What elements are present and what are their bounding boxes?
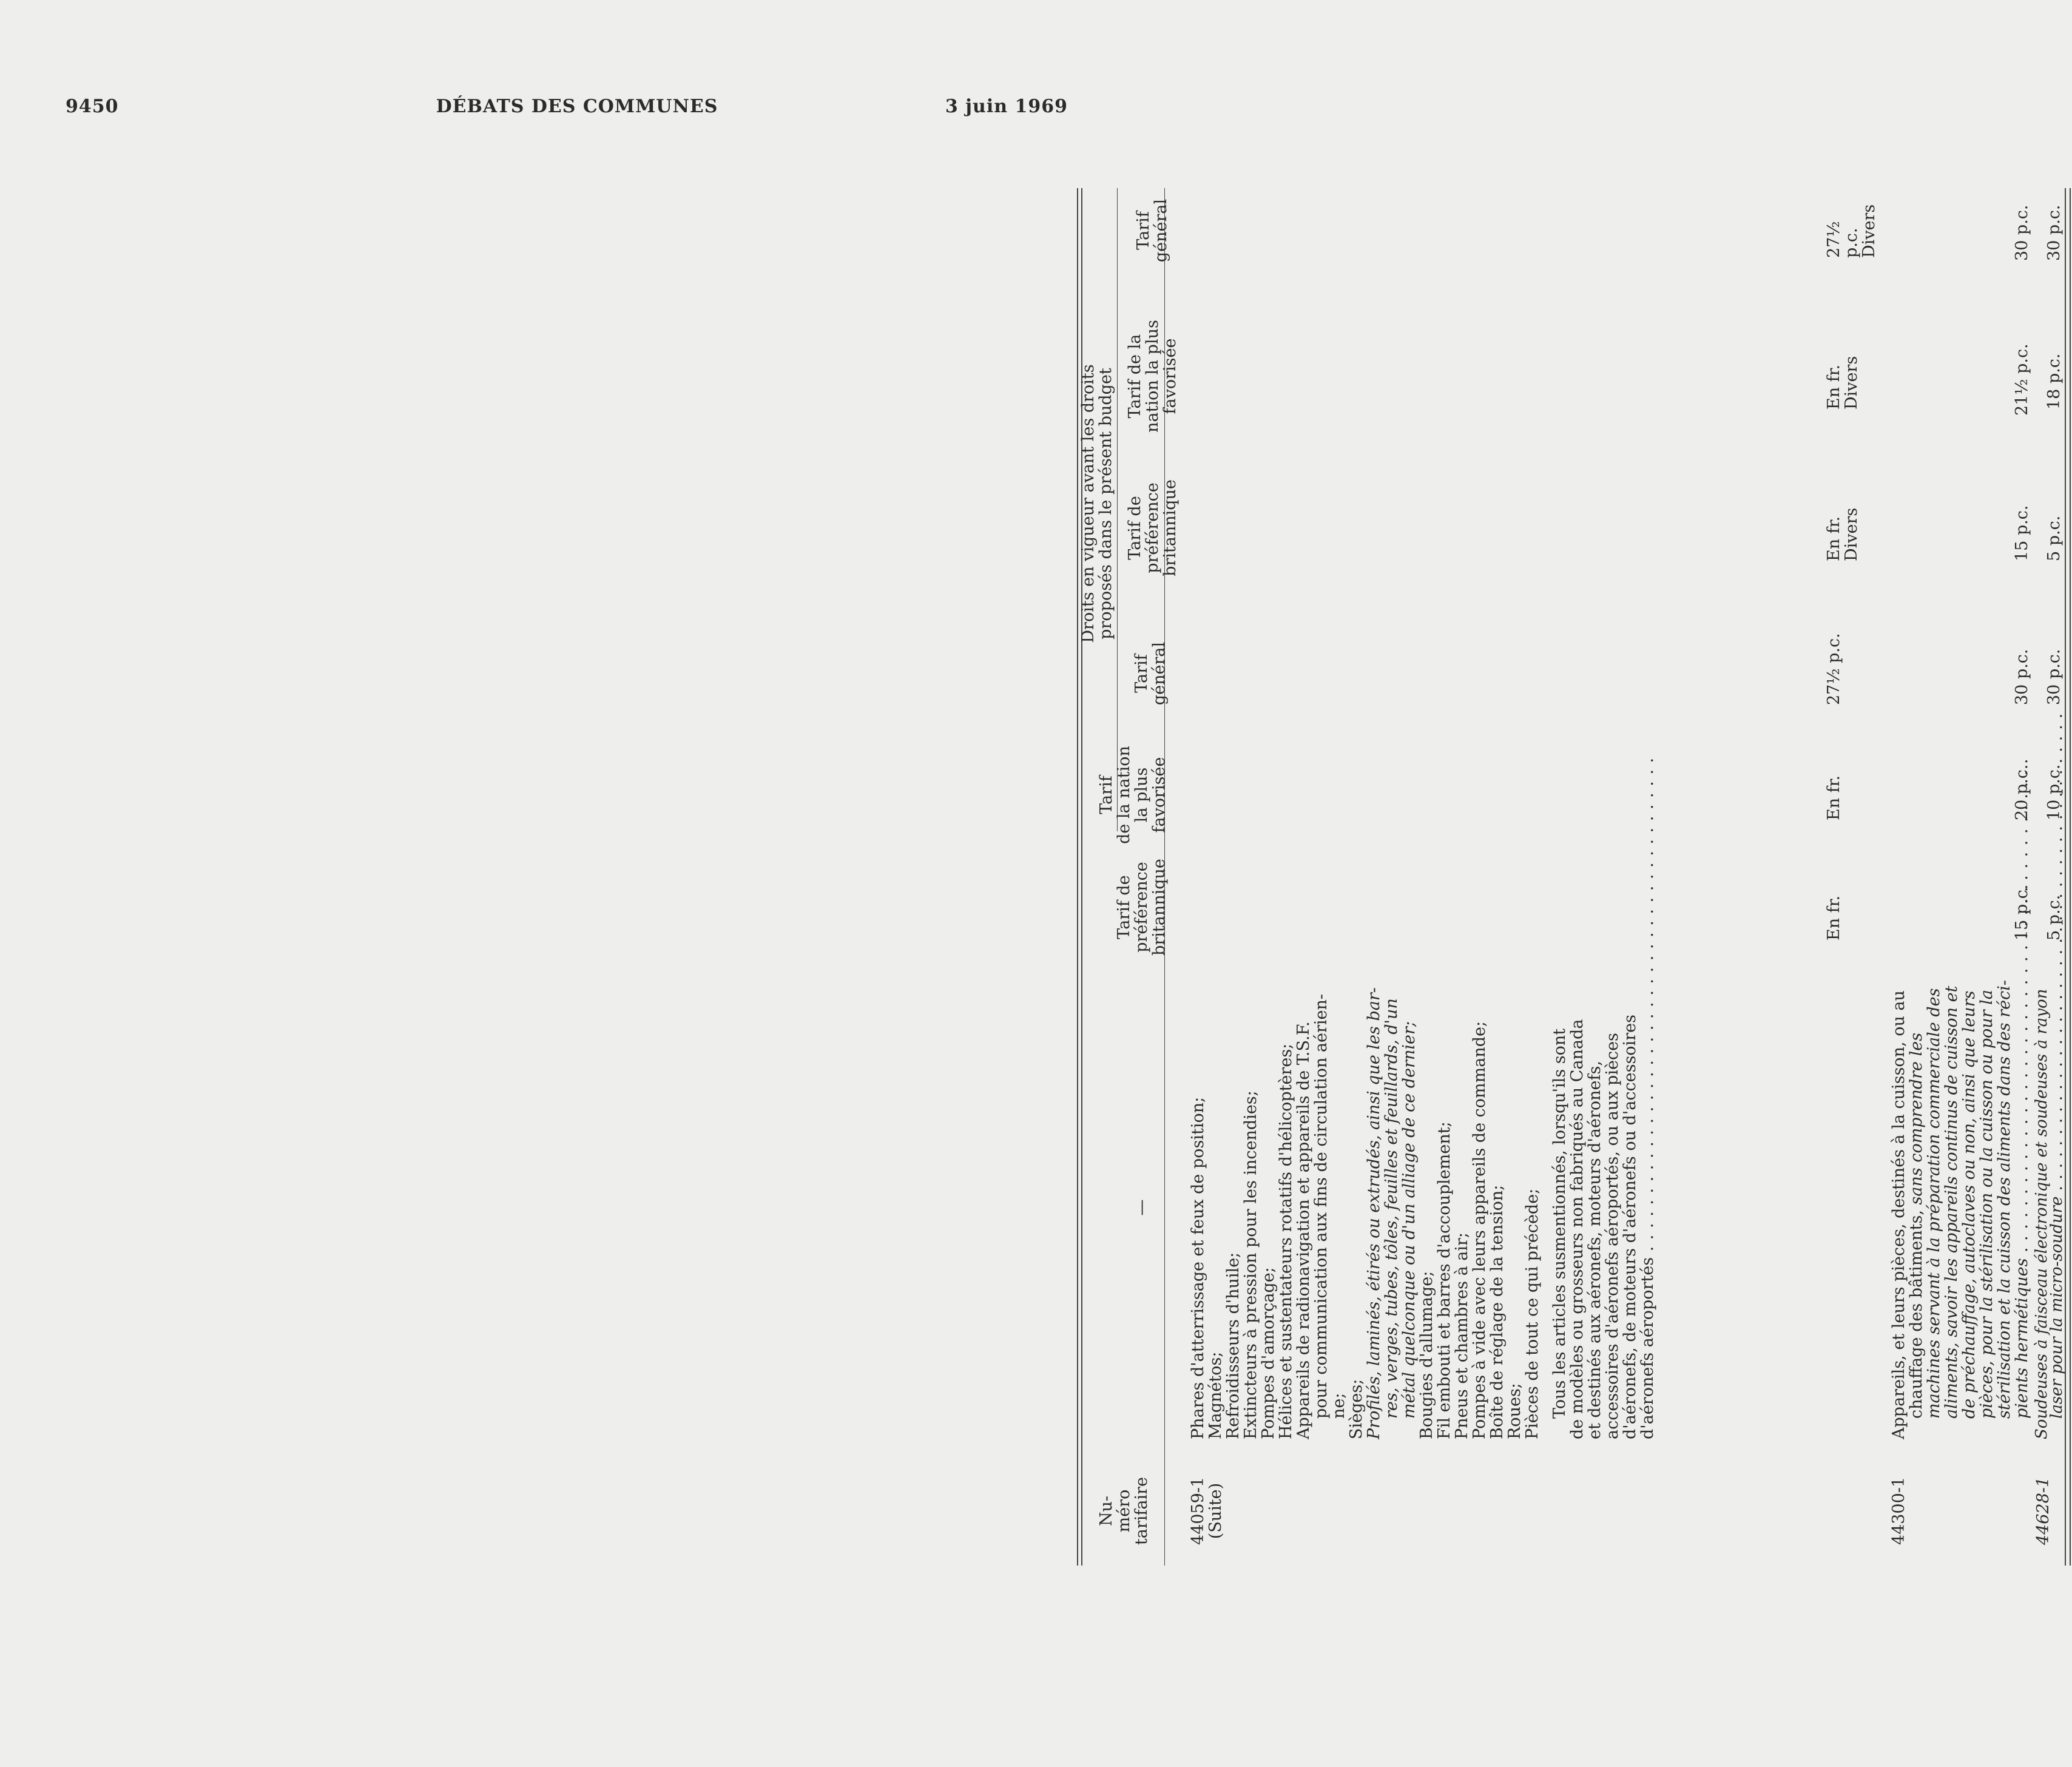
col-header-line: Tarif xyxy=(1132,654,1151,693)
table-bottom-rule-outer xyxy=(2070,188,2071,1566)
old-rate-general: 30 p.c. xyxy=(2013,204,2031,261)
old-rate-mfn xyxy=(1825,356,1860,410)
description-line: de modèles ou grosseurs non fabriqués au Canada xyxy=(1568,1019,1587,1439)
rate-line: En fr. xyxy=(1824,516,1843,561)
rate-british-pref: 5 p.c. xyxy=(2045,894,2064,941)
description-line: Pompes d'amorçage; xyxy=(1259,1267,1278,1439)
old-rate-general xyxy=(1825,188,1878,258)
rate-mfn: 10 p.c. xyxy=(2045,764,2064,820)
old-rate-mfn: 21½ p.c. xyxy=(2013,343,2031,416)
description-line-italic: pièces, pour la stérilisation ou la cuisson ou pour la xyxy=(1977,990,1996,1419)
col-header-line: préférence xyxy=(1132,862,1151,953)
rate-mfn: 20 p.c. xyxy=(2013,764,2031,820)
rate-line: 27½ p.c. xyxy=(1824,221,1861,258)
description-line-italic: Profilés, laminés, étirés ou extrudés, ainsi que les bar- xyxy=(1365,987,1383,1439)
description-line: Roues; xyxy=(1505,1383,1524,1439)
col-header-line: Tarif de xyxy=(1115,875,1133,939)
rate-british-pref: En fr. xyxy=(1824,895,1843,941)
description-line: Pneus et chambres à air; xyxy=(1453,1232,1471,1439)
col-header-line: nation la plus xyxy=(1143,320,1162,433)
description-line-italic: res, verges, tubes, tôles, feuilles et feuillards, d'un xyxy=(1382,998,1401,1419)
col-header-line: tarifaire xyxy=(1132,1476,1151,1546)
tariff-item-number xyxy=(1189,1462,1224,1559)
description-line: d'aéronefs aéroportés xyxy=(1638,1257,1657,1439)
col-header-line: Nu- xyxy=(1097,1495,1116,1527)
description-line: Bougies d'allumage; xyxy=(1417,1271,1436,1439)
col-header-line: méro xyxy=(1115,1489,1133,1533)
description-line: Appareils, et leurs pièces, destinés à la cuisson, ou au xyxy=(1889,990,1908,1439)
tariff-item-code: 44059-1 xyxy=(1189,1476,1207,1546)
description-line: Extincteurs à pression pour les incendies; xyxy=(1241,1090,1260,1439)
leader-dots xyxy=(1638,757,1657,1257)
item-description xyxy=(1189,966,1656,1439)
tariff-item-number xyxy=(2034,1462,2052,1559)
old-rate-general: 30 p.c. xyxy=(2045,204,2064,261)
tariff-item-suffix: (Suite) xyxy=(1206,1482,1225,1539)
description-line: Pièces de tout ce qui précède; xyxy=(1523,1188,1542,1439)
page-title: DÉBATS DES COMMUNES xyxy=(436,96,718,117)
description-line: Tous les articles susmentionnés, lorsqu'ils sont xyxy=(1550,1028,1569,1419)
description-line: Magnétos; xyxy=(1206,1351,1225,1439)
description-line: accessoires d'aéronefs aéroportés, ou aux pièces xyxy=(1603,1033,1622,1439)
col-header-general xyxy=(1133,631,1168,716)
description-line-italic: stérilisation et la cuisson des aliments dans des réci- xyxy=(1995,980,2014,1419)
rate-line: Divers xyxy=(1842,356,1861,410)
col-header-line: Tarif xyxy=(1097,775,1116,814)
rate-line: Divers xyxy=(1860,204,1878,258)
leader-dots xyxy=(2013,758,2031,1258)
col-header-line: préférence xyxy=(1143,482,1162,573)
col-header-group-title xyxy=(1079,188,1115,819)
tariff-item-code: 44628-1 xyxy=(2034,1476,2053,1546)
old-rate-british-pref: 15 p.c. xyxy=(2013,505,2031,561)
col-header-line: Droits en vigueur avant les droits xyxy=(1079,364,1098,643)
rate-british-pref: 15 p.c. xyxy=(2013,884,2031,941)
page-number: 9450 xyxy=(66,96,119,117)
description-line: Boîte de réglage de la tension; xyxy=(1488,1184,1507,1439)
old-rate-british-pref xyxy=(1825,508,1860,561)
col-header-line: britannique xyxy=(1150,859,1169,956)
item-description xyxy=(1890,966,2031,1439)
description-line: Phares d'atterrissage et feux de position; xyxy=(1189,1096,1207,1439)
old-rate-mfn: 18 p.c. xyxy=(2045,353,2064,410)
description-line: Refroidisseurs d'huile; xyxy=(1224,1252,1243,1439)
old-rate-british-pref: 5 p.c. xyxy=(2045,515,2064,561)
description-line: et destinés aux aéronefs, moteurs d'aéronefs, xyxy=(1585,1061,1604,1439)
description-line-italic: sans comprendre les xyxy=(1907,1032,1926,1205)
col-header-line: Tarif de la xyxy=(1125,334,1144,419)
description-line: Hélices et sustentateurs rotatifs d'hélicoptères; xyxy=(1277,1043,1295,1439)
page-date: 3 juin 1969 xyxy=(945,96,1068,117)
rate-general: 30 p.c. xyxy=(2045,649,2064,705)
col-header-line: la plus xyxy=(1132,767,1151,823)
col-header-british-pref xyxy=(1115,856,1168,959)
col-header-line: britannique xyxy=(1161,479,1179,576)
description-line: pour communication aux fins de circulation aérien- xyxy=(1312,993,1331,1419)
col-header-line: Tarif xyxy=(1134,211,1153,250)
description-line-italic: métal quelconque ou d'un alliage de ce dernier; xyxy=(1400,1021,1419,1419)
col-header-line: favorisée xyxy=(1161,338,1179,414)
description-line: Fil embouti et barres d'accouplement; xyxy=(1435,1121,1454,1439)
description-line-italic: de préchauffage, autoclaves ou non, ainsi que leurs xyxy=(1960,990,1979,1419)
col-header-line: favorisée xyxy=(1150,757,1169,833)
col-header-old-mfn xyxy=(1126,316,1179,437)
col-header-line: général xyxy=(1150,641,1169,706)
col-header-line: Tarif de xyxy=(1125,496,1144,560)
description-line-italic: laser pour la micro-soudure xyxy=(2048,1196,2066,1419)
description-line: ne; xyxy=(1329,1393,1348,1419)
description-line-italic: aliments, savoir les appareils continus de cuisson et xyxy=(1942,985,1961,1419)
tariff-table xyxy=(1077,188,2072,1566)
rate-general: 30 p.c. xyxy=(2013,649,2031,705)
description-line: d'aéronefs, de moteurs d'aéronefs ou d'accessoires xyxy=(1621,1015,1639,1439)
description-line-italic: machines servant à la préparation commerciale des xyxy=(1925,988,1943,1419)
tariff-item-number xyxy=(1890,1462,1908,1559)
rate-line: Divers xyxy=(1842,507,1861,561)
col-header-line: proposés dans le présent budget xyxy=(1096,368,1115,640)
description-line: Pompes à vide avec leurs appareils de commande; xyxy=(1470,1021,1489,1439)
description-line-italic: Soudeuses à faisceau électronique et soudeuses à rayon xyxy=(2033,988,2051,1439)
tariff-item-code: 44300-1 xyxy=(1889,1476,1908,1546)
col-header-line: général xyxy=(1152,198,1170,263)
col-header-tariff-item xyxy=(1098,1462,1150,1559)
description-line: Sièges; xyxy=(1347,1379,1366,1439)
item-description xyxy=(2034,966,2065,1439)
col-header-line: de la nation xyxy=(1115,746,1133,844)
description-line: chauffage des bâtiments, xyxy=(1907,1210,1926,1419)
col-header-old-british-pref xyxy=(1126,473,1179,583)
rate-general: 27½ p.c. xyxy=(1824,633,1843,705)
description-line: Appareils de radionavigation et appareils de T.S.F. xyxy=(1294,1021,1313,1439)
description-line-italic: pients hermétiques xyxy=(2013,1258,2031,1419)
group-title-rule xyxy=(1117,188,1118,831)
rate-mfn: En fr. xyxy=(1824,775,1843,820)
table-top-rule xyxy=(1077,188,1078,1566)
col-header-old-general xyxy=(1135,188,1170,273)
rate-line: En fr. xyxy=(1824,364,1843,410)
col-header-description: — xyxy=(1132,1199,1151,1216)
